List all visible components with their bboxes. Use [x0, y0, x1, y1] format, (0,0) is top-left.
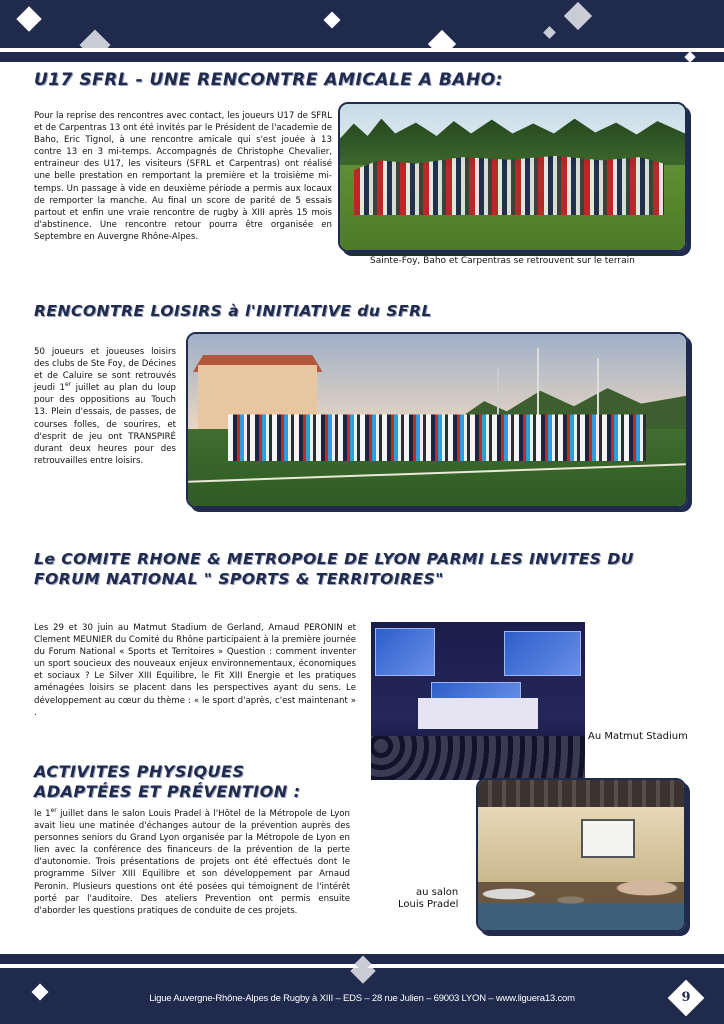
- section-title-comite-line1: Le COMITE RHONE & METROPOLE DE LYON PARMI LES INVITES DU: [34, 550, 634, 568]
- diamond-ornament: [16, 6, 41, 31]
- header-band: [0, 0, 724, 48]
- photo-caption-pradel-line2: Louis Pradel: [398, 899, 459, 910]
- diamond-ornament: [543, 26, 556, 39]
- diamond-ornament: [324, 12, 341, 29]
- section-title-activites-line2: ADAPTÉES ET PRÉVENTION :: [34, 782, 301, 801]
- diamond-ornament: [428, 30, 456, 48]
- section-title-loisirs: RENCONTRE LOISIRS à l'INITIATIVE du SFRL: [34, 302, 432, 320]
- photo-matmut-stadium: [371, 622, 585, 780]
- photo-caption-matmut: Au Matmut Stadium: [588, 731, 688, 742]
- photo-loisirs-group: [186, 332, 688, 508]
- photo-rugby-teams: [338, 102, 687, 252]
- section-title-u17: U17 SFRL - UNE RENCONTRE AMICALE A BAHO:: [34, 70, 503, 90]
- photo-caption-u17: Sainte-Foy, Baho et Carpentras se retrouvent sur le terrain: [370, 256, 635, 266]
- section-body-u17: Pour la reprise des rencontres avec contact, les joueurs U17 de SFRL et de Carpentras 13 ont été invités par le Président de l'academie de Baho, Eric Tignol, à une rencontre amicale qui s'est jouée à 13 contre 13 en 3 mi-temps. Accompagnés de Christophe Chevalier, entraineur des U17, les visiteurs (SFRL et Carpentras) ont réalisé une belle prestation en remportant la première et la troisième mi-temps. Un passage à vide en deuxième période a permis aux locaux de remporter la manche. Au final un score de parité de 5 essais partout et enfin une vraie rencontre de rugby à XIII après 15 mois d'abstinence. Une rencontre retour pourra être organisée en Septembre en Auvergne Rhône-Alpes.: [34, 111, 332, 242]
- footer-address: Ligue Auvergne-Rhône-Alpes de Rugby à XIII – EDS – 28 rue Julien – 69003 LYON – www.liguera13.com: [149, 993, 575, 1004]
- section-body-loisirs: 50 joueurs et joueuses loisirs des clubs de Ste Foy, de Décines et de Caluire se sont retrouvés jeudi 1er juillet au plan du loup pour des oppositions au Touch 13. Plein d'essais, de passes, de courses folles, de sourires, et d'esprit de jeu ont TRANSPIRÉ durant deux heures pour des retrouvailles entre loisirs.: [34, 347, 176, 466]
- header-stripe: [0, 52, 724, 62]
- diamond-ornament: [79, 29, 110, 48]
- section-title-activites-line1: ACTIVITES PHYSIQUES: [34, 762, 245, 781]
- section-body-activites: le 1er juillet dans le salon Louis Pradel à l'Hôtel de la Métropole de Lyon avait lieu une matinée d'échanges autour de la prévention auprès des personnes seniors du Grand Lyon organisée par la Métropole de Lyon en lien avec la conférence des financeurs de la prévention de la perte d'autonomie. Trois présentations de projets ont été effectués dont le programme Silver XIII Equilibre et son développement par Arnaud Peronin. Plusieurs questions ont été posées qui témoignent de l'intérêt porté par l'auditoire. Des ateliers Prevention ont permis ensuite d'aborder les questions pratiques de conduite de ces projets.: [34, 807, 351, 916]
- section-title-comite-line2: FORUM NATIONAL " SPORTS & TERRITOIRES": [34, 570, 444, 588]
- diamond-ornament: [564, 2, 592, 30]
- photo-caption-pradel-line1: au salon: [416, 887, 459, 898]
- photo-salon-louis-pradel: [476, 778, 686, 932]
- section-body-comite: Les 29 et 30 juin au Matmut Stadium de Gerland, Arnaud PERONIN et Clement MEUNIER du Comité du Rhône participaient à la première journée du Forum National « Sports et Territoires » Question : comment inventer un sport soucieux des nouveaux enjeux environnementaux, économiques et sociaux ? Le Silver XIII Equilibre, le Fit XIII Energie et les pratiques aménagées loisirs se placent dans les perspectives ayant du sens. Le développement au cœur du thème : « le sport d'après, c'est maintenant » .: [34, 623, 356, 718]
- page-number: 9: [681, 990, 691, 1005]
